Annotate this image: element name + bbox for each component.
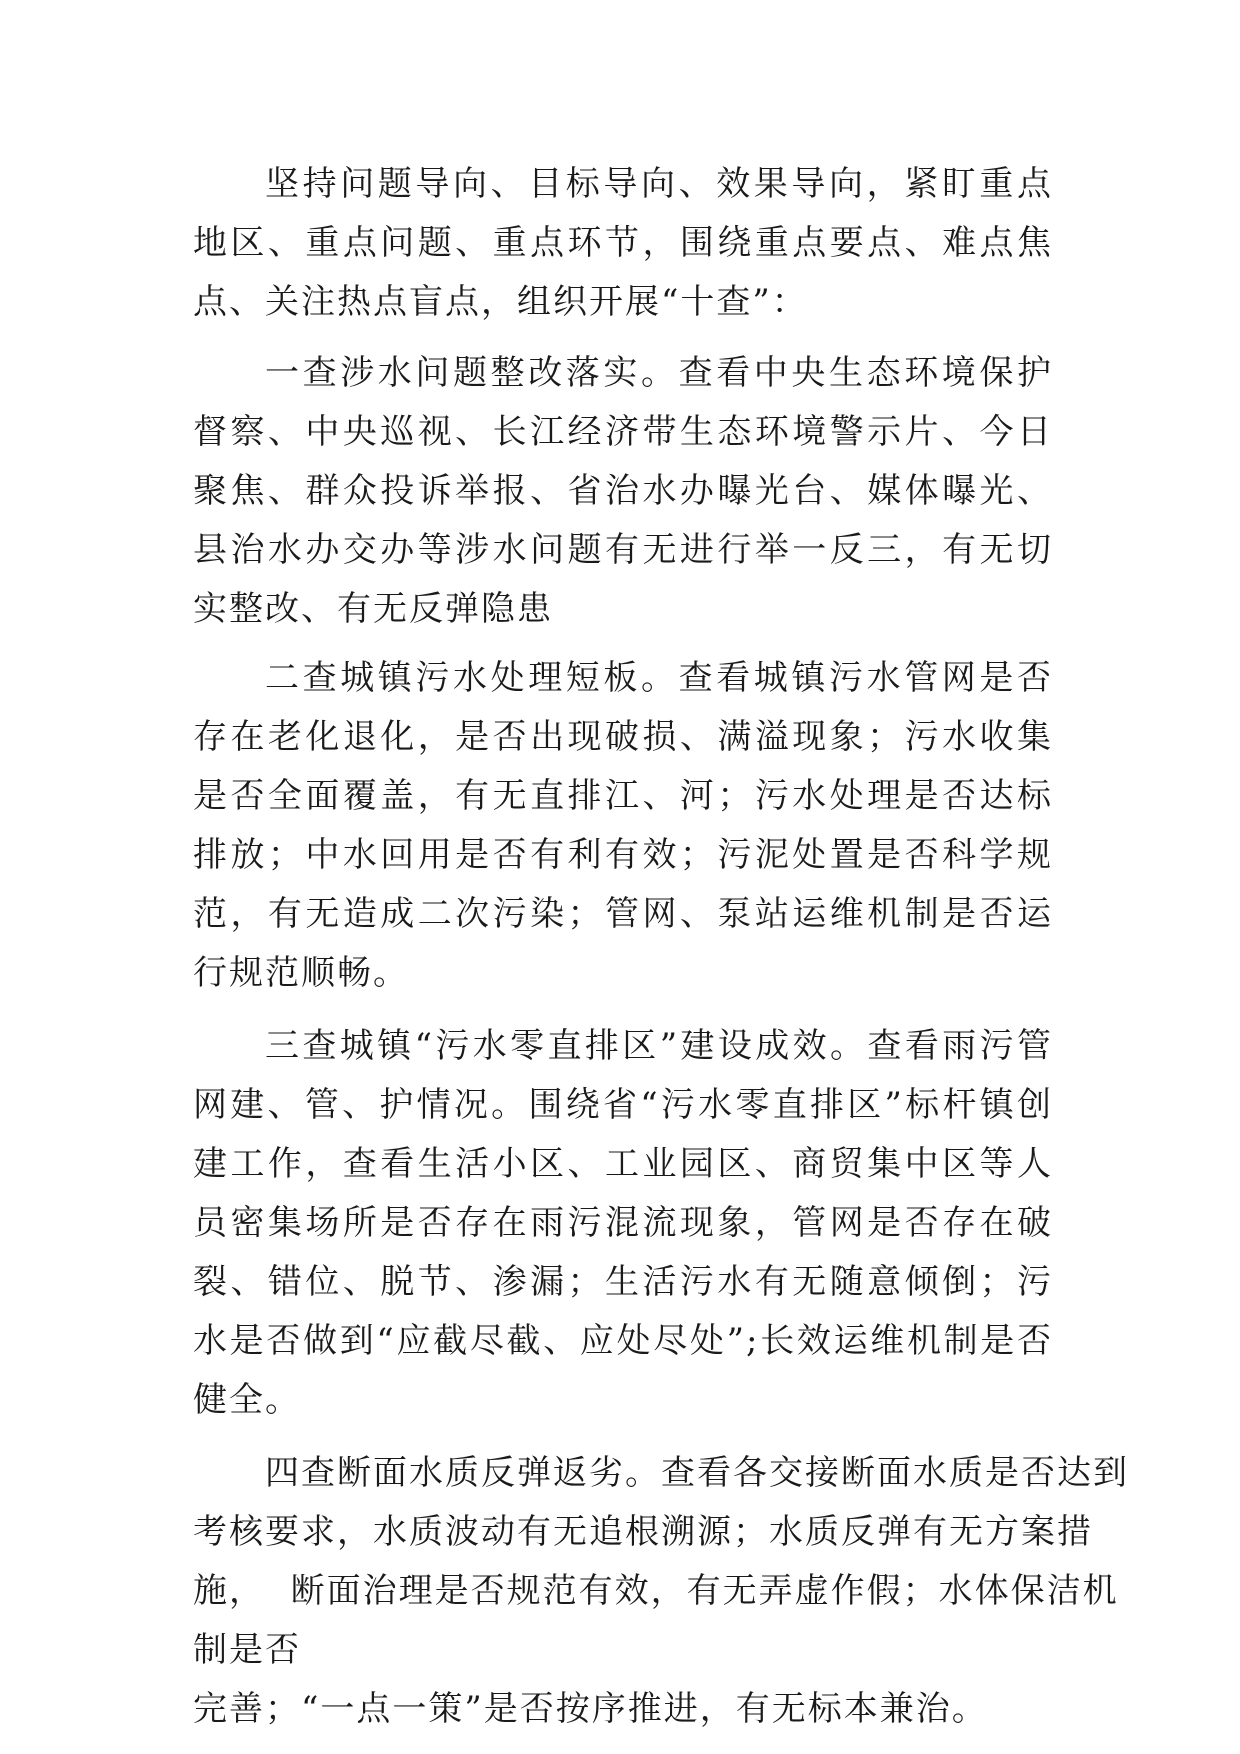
- paragraph-check-4-line: 施， 断面治理是否规范有效，有无弄虚作假；水体保洁机: [193, 1571, 1119, 1611]
- paragraph-check-4-line: 考核要求，水质波动有无追根溯源；水质反弹有无方案措: [193, 1512, 1093, 1552]
- paragraph-check-1: 一查涉水问题整改落实。查看中央生态环境保护督察、中央巡视、长江经济带生态环境警示片、今日聚焦、群众投诉举报、省治水办曝光台、媒体曝光、县治水办交办等涉水问题有无进行举一反三，有无切实整改、有无反弹隐患: [193, 353, 1053, 629]
- paragraph-check-4-line: 制是否: [193, 1630, 301, 1670]
- paragraph-check-4-line: 四查断面水质反弹返劣。查看各交接断面水质是否达到: [265, 1453, 1129, 1493]
- paragraph-check-2: 二查城镇污水处理短板。查看城镇污水管网是否存在老化退化，是否出现破损、满溢现象；污水收集是否全面覆盖，有无直排江、河；污水处理是否达标排放；中水回用是否有利有效；污泥处置是否科学规范，有无造成二次污染；管网、泵站运维机制是否运行规范顺畅。: [193, 658, 1053, 993]
- paragraph-intro: 坚持问题导向、目标导向、效果导向，紧盯重点地区、重点问题、重点环节，围绕重点要点、难点焦点、关注热点盲点，组织开展“十查”：: [193, 164, 1053, 322]
- paragraph-check-4-line: 完善；“一点一策”是否按序推进，有无标本兼治。: [193, 1689, 988, 1729]
- paragraph-check-4: [193, 1444, 1129, 1739]
- document-body: [193, 155, 1129, 1739]
- paragraph-check-3: 三查城镇“污水零直排区”建设成效。查看雨污管网建、管、护情况。围绕省“污水零直排区”标杆镇创建工作，查看生活小区、工业园区、商贸集中区等人员密集场所是否存在雨污混流现象，管网是否存在破裂、错位、脱节、渗漏；生活污水有无随意倾倒；污水是否做到“应截尽截、应处尽处”;长效运维机制是否健全。: [193, 1026, 1053, 1420]
